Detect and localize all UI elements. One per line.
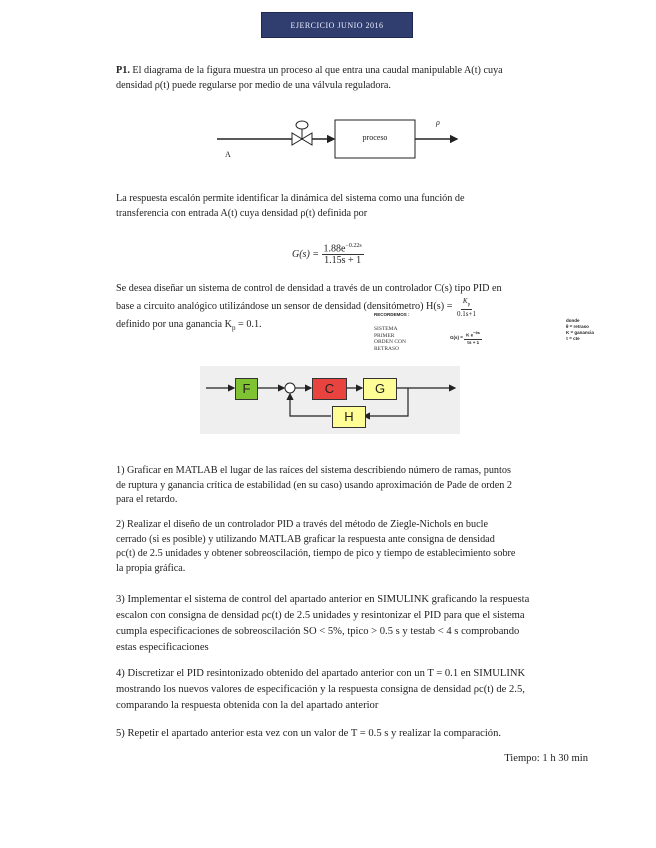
question-4 — [116, 666, 596, 714]
problem-intro — [116, 64, 596, 93]
note-legend-1: θ = retraso — [566, 324, 589, 329]
block-diagram-lines — [200, 366, 460, 434]
note-formula-num-exp: −θs — [473, 330, 480, 335]
q1-line-1: 1) Graficar en MATLAB el lugar de las raíces del sistema describiendo número de ramas, puntos — [116, 465, 511, 476]
controller-text — [116, 282, 596, 335]
exercise-banner: EJERCICIO JUNIO 2016 — [261, 12, 413, 38]
ctrl-line-3-sub: p — [231, 323, 236, 332]
input-label: A — [225, 150, 231, 159]
tf-lhs: G(s) = — [292, 249, 320, 261]
summing-junction — [285, 383, 295, 393]
block-g: G — [363, 378, 397, 400]
transfer-function — [292, 243, 364, 266]
block-f: F — [235, 378, 258, 400]
h-num: K — [462, 296, 468, 305]
time-limit: Tiempo: 1 h 30 min — [504, 753, 588, 764]
question-5 — [116, 726, 596, 742]
q3-line-4: estas especificaciones — [116, 642, 209, 653]
valve-icon — [292, 121, 312, 145]
note-formula — [450, 330, 482, 346]
tf-numerator: 1.88e — [323, 243, 346, 255]
step-line-2: transferencia con entrada A(t) cuya densidad ρ(t) definida por — [116, 207, 368, 219]
problem-label: P1. — [116, 65, 130, 76]
process-block-label: proceso — [362, 133, 388, 142]
q4-line-1: 4) Discretizar el PID resintonizado obtenido del apartado anterior con un T = 0.1 en SIMULINK — [116, 668, 526, 679]
ctrl-line-3-post: = 0.1. — [235, 318, 262, 330]
q4-line-3: comparando la respuesta obtenida con la del apartado anterior — [116, 700, 379, 711]
q3-line-2: escalon con consigna de densidad ρc(t) de 2.5 unidades y resintonizar el PID para que el sistema — [116, 610, 525, 621]
note-legend-3: τ = cte — [566, 336, 580, 341]
block-h: H — [332, 406, 366, 428]
question-3 — [116, 592, 596, 656]
block-diagram — [200, 366, 460, 434]
q5-line-1: 5) Repetir el apartado anterior esta vez con un valor de T = 0.5 s y realizar la comparación. — [116, 728, 502, 739]
note-system-label — [374, 326, 406, 352]
intro-line-2: densidad ρ(t) puede regularse por medio de una válvula reguladora. — [116, 79, 391, 91]
h-den: 0.1s+1 — [457, 309, 476, 318]
question-1 — [116, 464, 596, 508]
process-diagram — [212, 112, 462, 172]
output-label: ρ — [436, 118, 440, 127]
intro-line-1: El diagrama de la figura muestra un proceso al que entra una caudal manipulable A(t) cuya — [132, 65, 503, 76]
q1-line-3: para el retardo. — [116, 494, 178, 505]
note-legend-heading: donde — [566, 318, 580, 323]
note-line-2: PRIMER — [374, 332, 395, 339]
note-legend-2: K = ganancia — [566, 330, 594, 335]
note-line-1: SISTEMA — [374, 326, 398, 332]
ctrl-line-2: base a circuito analógico utilizándose un sensor de densidad (densitómetro) H(s) = — [116, 300, 453, 312]
note-legend — [566, 318, 594, 342]
tf-denominator: 1.15s + 1 — [324, 255, 362, 267]
q1-line-2: de ruptura y ganancia crítica de estabilidad (en su caso) usando aproximación de Pade de orden 2 — [116, 479, 513, 491]
question-2 — [116, 518, 596, 576]
ctrl-line-3: definido por una ganancia K — [116, 318, 232, 330]
note-formula-num: K e — [466, 332, 474, 338]
q2-line-3: ρc(t) de 2.5 unidades y obtener sobreoscilación, tiempo de pico y tiempo de establecimiento sobre — [116, 548, 516, 559]
note-heading: RECORDEMOS : — [374, 312, 410, 317]
tf-numerator-exp: −0.22s — [345, 243, 362, 249]
q2-line-2: cerrado (si es posible) y utilizando MATLAB graficar la respuesta ante consigna de densidad — [116, 533, 495, 545]
block-c: C — [312, 378, 347, 400]
note-formula-lhs: G(s) = — [450, 334, 463, 340]
note-line-4: RETRASO — [374, 345, 400, 352]
q3-line-1: 3) Implementar el sistema de control del apartado anterior en SIMULINK graficando la respuesta — [116, 594, 530, 605]
ctrl-line-1: Se desea diseñar un sistema de control de densidad a través de un controlador C(s) tipo PID en — [116, 283, 502, 294]
note-formula-den: τs + 1 — [466, 339, 480, 345]
q2-line-1: 2) Realizar el diseño de un controlador PID a través del método de Ziegle-Nichols en bucle — [116, 519, 488, 530]
step-response-text — [116, 192, 596, 221]
q4-line-2: mostrando los nuevos valores de especificación y la respuesta consigna de densidad ρc(t) de 2.5, — [116, 684, 525, 695]
note-line-3: ORDEN CON — [374, 339, 406, 345]
h-num-sub: p — [467, 301, 471, 307]
q2-line-4: la propia gráfica. — [116, 562, 186, 574]
step-line-1: La respuesta escalón permite identificar la dinámica del sistema como una función de — [116, 193, 465, 204]
q3-line-3: cumpla especificaciones de sobreoscilación SO < 5%, tpico > 0.5 s y testab < 4 s comprobando — [116, 626, 520, 637]
